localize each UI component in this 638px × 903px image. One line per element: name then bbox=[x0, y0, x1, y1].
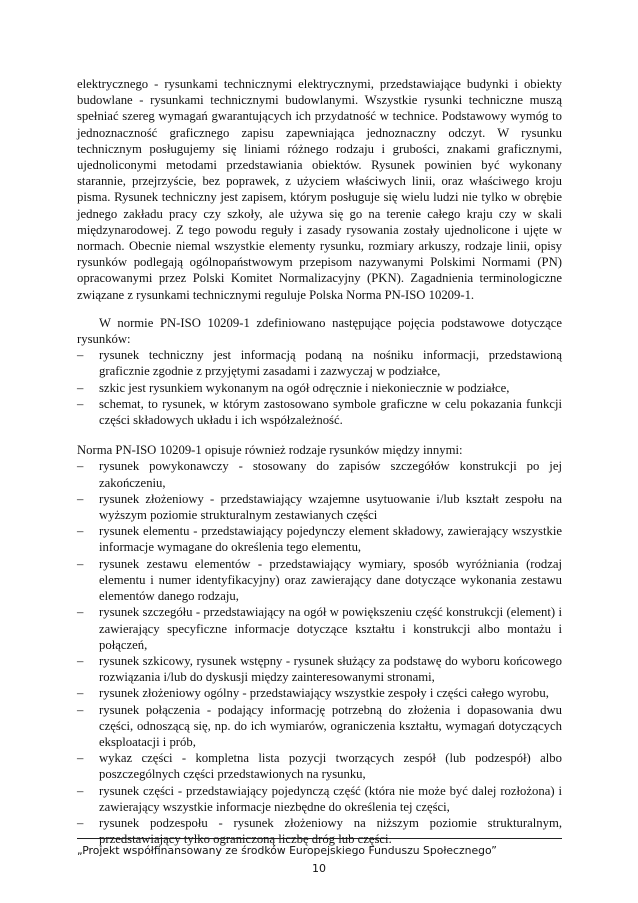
drawing-types-list bbox=[77, 458, 562, 847]
dash-bullet: – bbox=[77, 459, 84, 474]
drawing-types-intro: Norma PN-ISO 10209-1 opisuje również rodzaje rysunków między innymi: bbox=[77, 443, 463, 458]
dash-bullet: – bbox=[77, 702, 84, 717]
dash-bullet: – bbox=[77, 524, 84, 539]
list-item: – rysunek zestawu elementów - przedstawiający wymiary, sposób wyróżniania (rodzaj elementu i numer identyfikacyjny) oraz zawierający dane dotyczące wykonania zestawu elementów danego rodzaju, bbox=[77, 556, 562, 604]
dash-bullet: – bbox=[77, 605, 84, 620]
list-item: – rysunek części - przedstawiający pojedynczą część (która nie może być dalej rozłożona) i zawierający wszystkie informacje niezbędne do określenia tej części, bbox=[77, 783, 562, 814]
list-item: – szkic jest rysunkiem wykonanym na ogół odręcznie i niekoniecznie w podziałce, bbox=[77, 380, 510, 395]
list-item: – rysunek techniczny jest informacją podaną na nośniku informacji, przedstawioną graficznie zgodnie z przyjętymi zasadami i zazwyczaj w podziałce, bbox=[77, 348, 562, 379]
dash-bullet: – bbox=[77, 348, 84, 363]
list-item: – rysunek złożeniowy ogólny - przedstawiający wszystkie zespoły i części całego wyrobu, bbox=[77, 686, 549, 701]
dash-bullet: – bbox=[77, 815, 84, 830]
list-item: – wykaz części - kompletna lista pozycji tworzących zespół (lub podzespół) albo poszczególnych części przedstawionych na rysunku, bbox=[77, 751, 562, 782]
footer-divider bbox=[77, 838, 562, 839]
dash-bullet: – bbox=[77, 686, 84, 701]
list-item: – rysunek elementu - przedstawiający pojedynczy element składowy, zawierający wszystkie informacje wymagane do określenia tego elementu, bbox=[77, 524, 562, 555]
footer-funding-note: „Projekt współfinansowany ze środków Europejskiego Funduszu Społecznego” bbox=[77, 844, 497, 857]
page-number: 10 bbox=[312, 862, 326, 875]
list-item: – rysunek połączenia - podający informację potrzebną do złożenia i dopasowania dwu części, odnoszącą się, np. do ich wymiarów, ograniczenia kształtu, wymagań dotyczących eksploatacji i prób, bbox=[77, 702, 562, 749]
dash-bullet: – bbox=[77, 783, 84, 798]
dash-bullet: – bbox=[77, 653, 84, 668]
list-item: – rysunek szczegółu - przedstawiający na ogół w powiększeniu część konstrukcji (element) i zawierający specyficzne informacje dotyczące kształtu i konstrukcji albo montażu i połączeń, bbox=[77, 605, 562, 652]
basic-concepts-list bbox=[77, 347, 562, 428]
list-item: – rysunek podzespołu - rysunek złożeniowy na niższym poziomie strukturalnym, przedstawiający tylko ograniczoną liczbę dróg lub części. bbox=[77, 815, 562, 847]
dash-bullet: – bbox=[77, 491, 84, 506]
list-item: – rysunek szkicowy, rysunek wstępny - rysunek służący za podstawę do wyboru końcowego rozwiązania i/lub do dyskusji między zainteresowanymi stronami, bbox=[77, 653, 562, 685]
list-item: – schemat, to rysunek, w którym zastosowano symbole graficzne w celu pokazania funkcji części składowych układu i ich współzależność. bbox=[77, 396, 562, 428]
dash-bullet: – bbox=[77, 751, 84, 766]
dash-bullet: – bbox=[77, 556, 84, 571]
dash-bullet: – bbox=[77, 380, 84, 395]
intro-paragraph: elektrycznego - rysunkami technicznymi elektrycznymi, przedstawiające budynki i obiekty budowlane - rysunkami technicznymi budowlanymi. Wszystkie rysunki techniczne muszą spełniać szereg wymagań gwarantujących ich przydatność w technice. Podstawowy wymóg to jednoznaczność graficznego zapisu zapewniająca jednoznaczny odczyt. W rysunku technicznym posługujemy się liniami różnego rodzaju i grubości, znakami graficznymi, ujednoliconymi metodami przedstawiania obiektów. Rysunek powinien być wykonany starannie, przejrzyście, bez poprawek, z użyciem właściwych linii, oraz właściwego kroju pisma. Rysunek techniczny jest zapisem, którym posługuje się wielu ludzi nie tylko w obrębie jednego zakładu pracy czy szkoły, ale używa się go na terenie całego kraju czy w skali międzynarodowej. Z tego powodu reguły i zasady rysowania zostały ujednolicone i ujęte w normach. Obecnie niemal wszystkie elementy rysunku, rozmiary arkuszy, rodzaje linii, opisy rysunków podlegają ogólnopaństwowym przepisom nazywanymi Polskimi Normami (PN) opracowanymi przez Polski Komitet Normalizacyjny (PKN). Zagadnienia terminologiczne związane z rysunkami technicznymi reguluje Polska Norma PN-ISO 10209-1. bbox=[77, 77, 562, 302]
list-item: – rysunek powykonawczy - stosowany do zapisów szczegółów konstrukcji po jej zakończeniu, bbox=[77, 459, 562, 490]
page-body bbox=[77, 76, 562, 847]
dash-bullet: – bbox=[77, 396, 84, 411]
norm-definition-paragraph: W normie PN-ISO 10209-1 zdefiniowano następujące pojęcia podstawowe dotyczące rysunków: bbox=[77, 315, 562, 347]
list-item: – rysunek złożeniowy - przedstawiający wzajemne usytuowanie i/lub kształt zespołu na wyższym poziomie strukturalnym zestawianych części bbox=[77, 491, 562, 523]
